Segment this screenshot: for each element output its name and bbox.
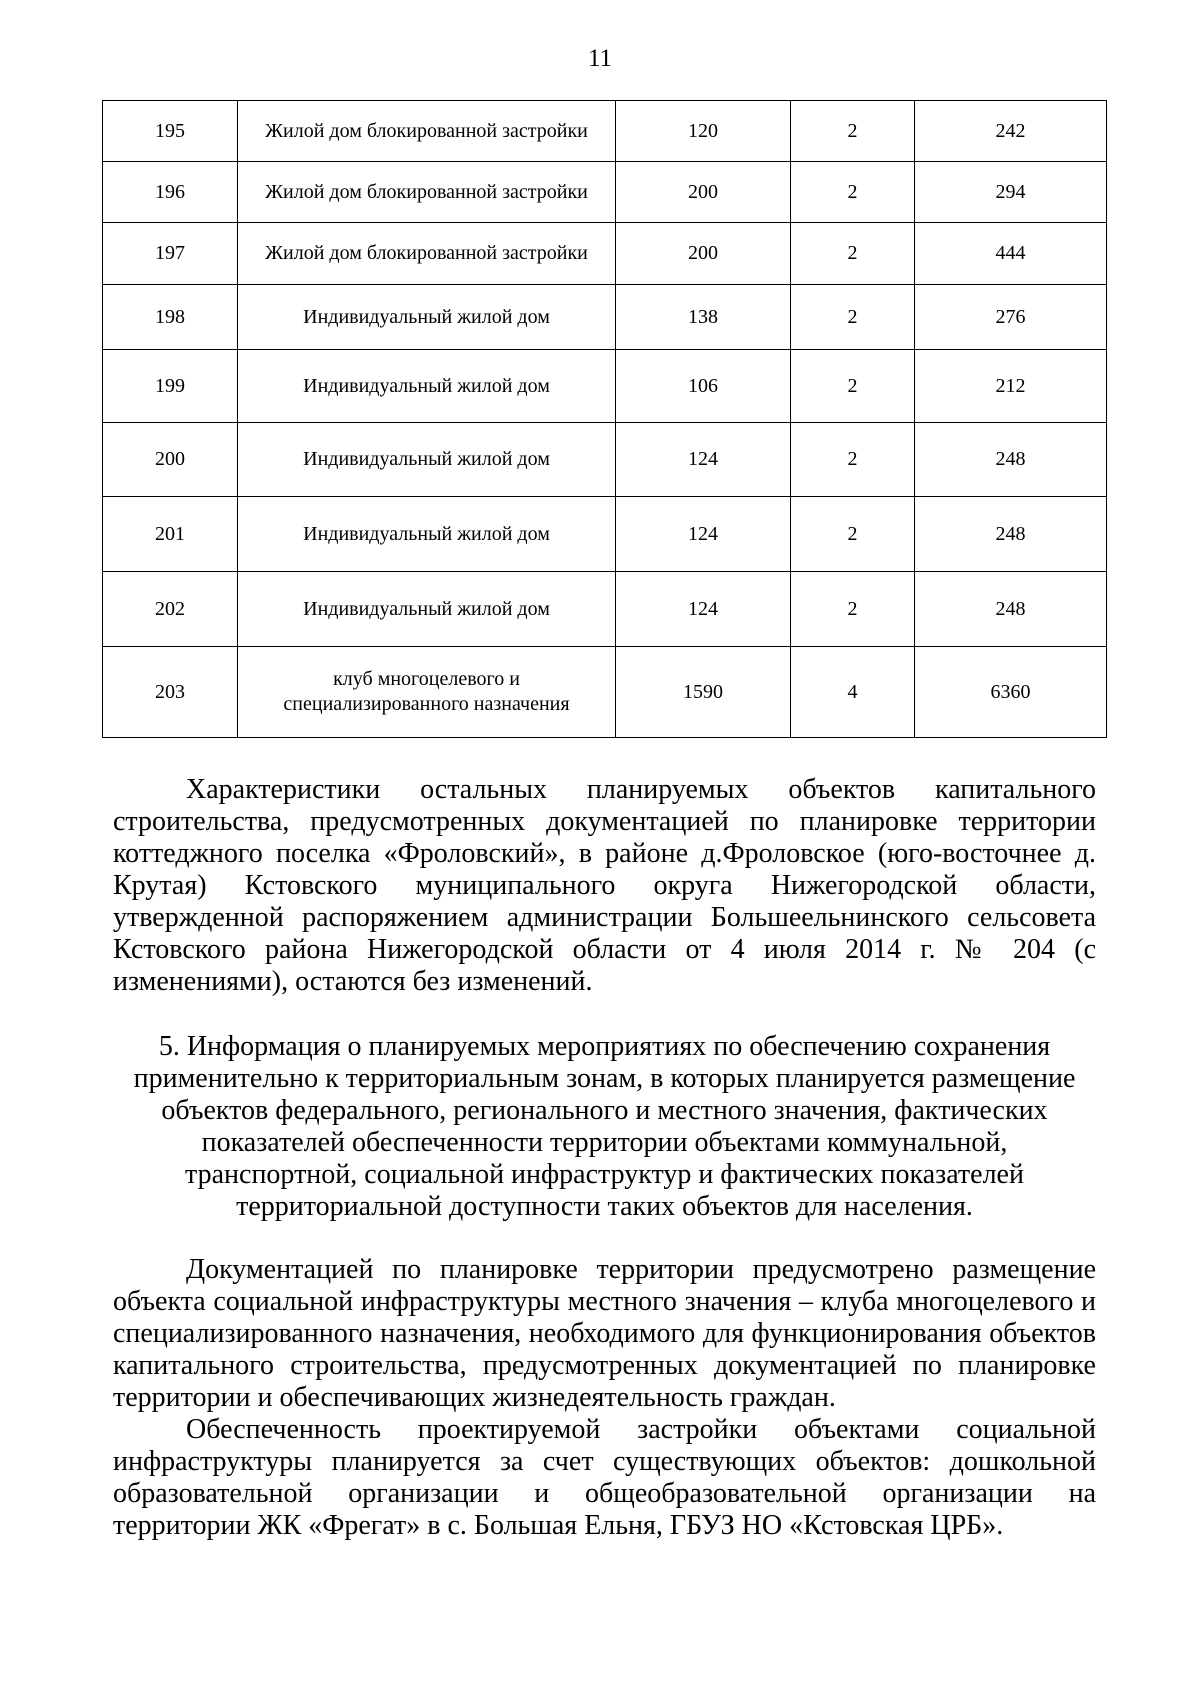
floors-cell: 2 <box>791 162 915 223</box>
object-name-cell: Индивидуальный жилой дом <box>238 572 616 647</box>
object-name-cell: Индивидуальный жилой дом <box>238 350 616 423</box>
row-number-cell: 196 <box>103 162 238 223</box>
table-row <box>103 285 1107 350</box>
area-cell: 120 <box>616 101 791 162</box>
total-cell: 248 <box>915 497 1107 572</box>
area-cell: 1590 <box>616 647 791 738</box>
floors-cell: 2 <box>791 572 915 647</box>
page-number: 11 <box>587 45 613 72</box>
paragraph-social-infrastructure: Документацией по планировке территории предусмотрено размещение объекта социальной инфраструктуры местного значения – клуба многоцелевого и специализированного назначения, необходимого для функционирования объектов капитального строительства, предусмотренных документацией по планировке территории и обеспечивающих жизнедеятельность граждан. <box>113 1254 1096 1413</box>
total-cell: 276 <box>915 285 1107 350</box>
total-cell: 248 <box>915 423 1107 497</box>
paragraph-remaining-objects: Характеристики остальных планируемых объектов капитального строительства, предусмотренных документацией по планировке территории коттеджного поселка «Фроловский», в районе д.Фроловское (юго-восточнее д. Крутая) Кстовского муниципального округа Нижегородской области, утвержденной распоряжением администрации Большеельнинского сельсовета Кстовского района Нижегородской области от 4 июля 2014 г. № 204 (с изменениями), остаются без изменений. <box>113 774 1096 997</box>
total-cell: 294 <box>915 162 1107 223</box>
row-number-cell: 202 <box>103 572 238 647</box>
total-cell: 6360 <box>915 647 1107 738</box>
table-row <box>103 423 1107 497</box>
section-heading: 5. Информация о планируемых мероприятиях по обеспечению сохранения применительно к территориальным зонам, в которых планируется размещение объектов федерального, регионального и местного значения, фактических показателей обеспеченности территории объектами коммунальной, транспортной, социальной инфраструктур и фактических показателей территориальной доступности таких объектов для населения. <box>133 1031 1076 1222</box>
floors-cell: 2 <box>791 497 915 572</box>
object-name-cell: Жилой дом блокированной застройки <box>238 162 616 223</box>
table-row <box>103 162 1107 223</box>
total-cell: 444 <box>915 223 1107 285</box>
table-row <box>103 497 1107 572</box>
table-row <box>103 350 1107 423</box>
floors-cell: 2 <box>791 350 915 423</box>
area-cell: 138 <box>616 285 791 350</box>
table-row <box>103 101 1107 162</box>
object-name-cell: Жилой дом блокированной застройки <box>238 223 616 285</box>
paragraph-provision: Обеспеченность проектируемой застройки объектами социальной инфраструктуры планируется за счет существующих объектов: дошкольной образовательной организации и общеобразовательной организации на территории ЖК «Фрегат» в с. Большая Ельня, ГБУЗ НО «Кстовская ЦРБ». <box>113 1414 1096 1541</box>
row-number-cell: 197 <box>103 223 238 285</box>
objects-table <box>102 100 1107 738</box>
row-number-cell: 203 <box>103 647 238 738</box>
object-name-cell: клуб многоцелевого и специализированного назначения <box>238 647 616 738</box>
row-number-cell: 200 <box>103 423 238 497</box>
area-cell: 106 <box>616 350 791 423</box>
object-name-cell: Индивидуальный жилой дом <box>238 423 616 497</box>
object-name-cell: Индивидуальный жилой дом <box>238 497 616 572</box>
floors-cell: 2 <box>791 223 915 285</box>
table-row <box>103 223 1107 285</box>
area-cell: 124 <box>616 423 791 497</box>
area-cell: 200 <box>616 223 791 285</box>
object-name-cell: Жилой дом блокированной застройки <box>238 101 616 162</box>
row-number-cell: 195 <box>103 101 238 162</box>
table-row <box>103 647 1107 738</box>
area-cell: 124 <box>616 572 791 647</box>
floors-cell: 2 <box>791 285 915 350</box>
total-cell: 212 <box>915 350 1107 423</box>
area-cell: 200 <box>616 162 791 223</box>
table-row <box>103 572 1107 647</box>
floors-cell: 4 <box>791 647 915 738</box>
floors-cell: 2 <box>791 423 915 497</box>
floors-cell: 2 <box>791 101 915 162</box>
object-name-cell: Индивидуальный жилой дом <box>238 285 616 350</box>
total-cell: 242 <box>915 101 1107 162</box>
total-cell: 248 <box>915 572 1107 647</box>
row-number-cell: 198 <box>103 285 238 350</box>
area-cell: 124 <box>616 497 791 572</box>
row-number-cell: 199 <box>103 350 238 423</box>
row-number-cell: 201 <box>103 497 238 572</box>
objects-table-body <box>103 101 1107 738</box>
